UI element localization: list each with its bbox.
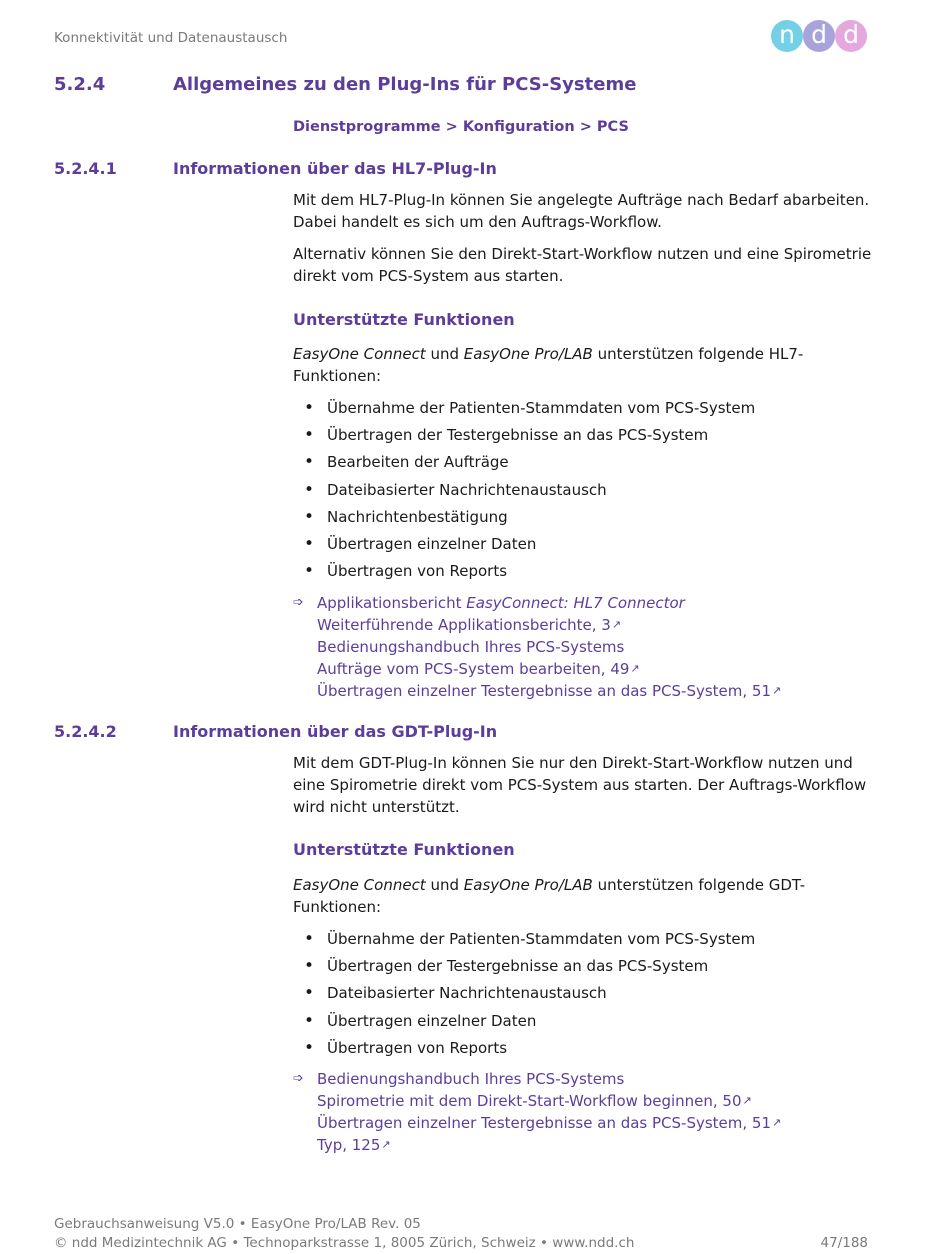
reference-link[interactable]: Weiterführende Applikationsberichte, 3↗ [317, 616, 622, 634]
external-link-icon: ↗ [772, 1116, 782, 1129]
subsection-number-gdt: 5.2.4.2 [54, 722, 117, 741]
intro-text: unterstützen folgende GDT-Funktionen: [293, 876, 806, 916]
page-number: 47/188 [820, 1235, 868, 1251]
hl7-functions-list [293, 397, 755, 587]
list-item: • Übertragen von Reports [293, 1037, 755, 1064]
product-name: EasyOne Pro/LAB [463, 345, 593, 363]
product-name: EasyOne Connect [293, 876, 426, 894]
gdt-functions-intro [293, 874, 873, 918]
reference-link[interactable]: Aufträge vom PCS-System bearbeiten, 49↗ [317, 660, 640, 678]
product-name: EasyOne Pro/LAB [463, 876, 593, 894]
gdt-supported-functions-heading: Unterstützte Funktionen [293, 840, 515, 859]
reference-link[interactable]: Übertragen einzelner Testergebnisse an das PCS-System, 51↗ [317, 1114, 782, 1132]
list-item: • Übertragen einzelner Daten [293, 1010, 755, 1037]
list-item: • Übertragen der Testergebnisse an das PCS-System [293, 424, 755, 451]
logo-letter: n [771, 20, 803, 52]
subsection-number-hl7: 5.2.4.1 [54, 159, 117, 178]
section-number: 5.2.4 [54, 74, 106, 95]
gdt-paragraph-1: Mit dem GDT-Plug-In können Sie nur den Direkt-Start-Workflow nutzen und eine Spirometrie direkt vom PCS-System aus starten. Der Auftrags-Workflow wird nicht unterstützt. [293, 754, 867, 816]
list-item: • Übertragen von Reports [293, 560, 755, 587]
gdt-functions-list [293, 928, 755, 1064]
footer-document-info: Gebrauchsanweisung V5.0 • EasyOne Pro/LAB Rev. 05 [54, 1216, 421, 1232]
external-link-icon: ↗ [630, 662, 640, 675]
reference-link[interactable]: Bedienungshandbuch Ihres PCS-Systems [317, 1070, 625, 1088]
reference-link[interactable]: Übertragen einzelner Testergebnisse an das PCS-System, 51↗ [317, 682, 782, 700]
external-link-icon: ↗ [381, 1138, 391, 1151]
subsection-title-gdt: Informationen über das GDT-Plug-In [173, 722, 498, 741]
hl7-supported-functions-heading: Unterstützte Funktionen [293, 310, 515, 329]
list-item: • Übernahme der Patienten-Stammdaten vom PCS-System [293, 397, 755, 424]
list-item: • Bearbeiten der Aufträge [293, 451, 755, 478]
intro-connector: und [425, 345, 464, 363]
list-item: • Übertragen der Testergebnisse an das PCS-System [293, 955, 755, 982]
list-item: • Übertragen einzelner Daten [293, 533, 755, 560]
reference-link[interactable]: Spirometrie mit dem Direkt-Start-Workflow beginnen, 50↗ [317, 1092, 752, 1110]
reference-link[interactable]: Bedienungshandbuch Ihres PCS-Systems [317, 638, 625, 656]
section-title: Allgemeines zu den Plug-Ins für PCS-Systeme [173, 74, 637, 95]
footer-company-info: © ndd Medizintechnik AG • Technoparkstrasse 1, 8005 Zürich, Schweiz • www.ndd.ch [54, 1235, 635, 1251]
reference-link[interactable]: Typ, 125↗ [317, 1136, 391, 1154]
product-name: EasyOne Connect [293, 345, 426, 363]
external-link-icon: ↗ [611, 618, 622, 631]
external-link-icon: ↗ [742, 1094, 752, 1107]
reference-arrow-icon: ➩ [293, 1071, 304, 1086]
hl7-paragraph-1: Mit dem HL7-Plug-In können Sie angelegte Aufträge nach Bedarf abarbeiten. Dabei handelt es sich um den Auftrags-Workflow. [293, 191, 870, 231]
menu-path-breadcrumb: Dienstprogramme > Konfiguration > PCS [293, 119, 629, 135]
list-item: • Nachrichtenbestätigung [293, 506, 755, 533]
hl7-functions-intro [293, 343, 873, 387]
list-item: • Dateibasierter Nachrichtenaustausch [293, 479, 755, 506]
list-item: • Übernahme der Patienten-Stammdaten vom PCS-System [293, 928, 755, 955]
hl7-paragraph-2: Alternativ können Sie den Direkt-Start-Workflow nutzen und eine Spirometrie direkt vom PCS-System aus starten. [293, 245, 872, 285]
subsection-title-hl7: Informationen über das HL7-Plug-In [173, 159, 497, 178]
external-link-icon: ↗ [772, 684, 782, 697]
ndd-logo [771, 20, 871, 54]
list-item: • Dateibasierter Nachrichtenaustausch [293, 982, 755, 1009]
intro-text: unterstützen folgende HL7-Funktionen: [293, 345, 804, 385]
reference-link-application-report[interactable]: Applikationsbericht EasyConnect: HL7 Connector [317, 594, 685, 612]
intro-connector: und [425, 876, 464, 894]
running-header: Konnektivität und Datenaustausch [54, 30, 288, 46]
gdt-cross-references [293, 1068, 781, 1156]
logo-letter: d [835, 20, 867, 52]
hl7-cross-references [293, 592, 781, 702]
reference-arrow-icon: ➩ [293, 595, 304, 610]
logo-letter: d [803, 20, 835, 52]
